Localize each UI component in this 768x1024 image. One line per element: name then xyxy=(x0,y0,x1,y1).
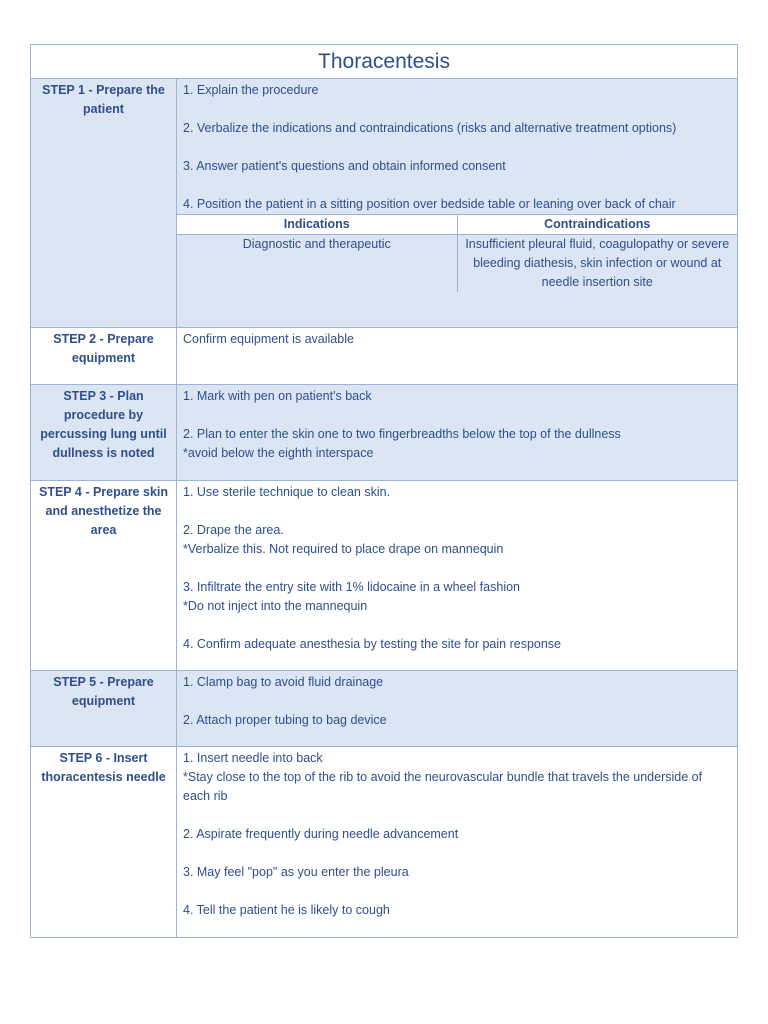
step-label: STEP 1 - Prepare the patient xyxy=(31,79,177,328)
page-title: Thoracentesis xyxy=(31,45,738,79)
step-content xyxy=(177,481,738,671)
step-item: 3. May feel "pop" as you enter the pleura xyxy=(183,865,409,879)
step-label: STEP 3 - Plan procedure by percussing lung until dullness is noted xyxy=(31,385,177,481)
step-item: 4. Position the patient in a sitting position over bedside table or leaning over back of chair xyxy=(183,197,676,211)
step-label: STEP 5 - Prepare equipment xyxy=(31,671,177,747)
step-row-6 xyxy=(31,747,738,938)
step-item: 3. Answer patient's questions and obtain informed consent xyxy=(183,159,506,173)
step-label: STEP 6 - Insert thoracentesis needle xyxy=(31,747,177,938)
step-item: 4. Tell the patient he is likely to cough xyxy=(183,903,390,917)
step-content xyxy=(177,671,738,747)
step-content xyxy=(177,79,738,328)
document xyxy=(30,44,737,938)
step-content xyxy=(177,385,738,481)
step-label: STEP 4 - Prepare skin and anesthetize the area xyxy=(31,481,177,671)
contraindications-header: Contraindications xyxy=(457,215,737,235)
procedure-table xyxy=(30,44,738,938)
step-content xyxy=(177,328,738,385)
step-row-1 xyxy=(31,79,738,328)
step-label: STEP 2 - Prepare equipment xyxy=(31,328,177,385)
step-item: 1. Use sterile technique to clean skin. xyxy=(183,485,391,499)
step-item: 2. Verbalize the indications and contraindications (risks and alternative treatment options) xyxy=(183,121,677,135)
indications-value: Diagnostic and therapeutic xyxy=(177,235,457,293)
step-item: 1. Explain the procedure xyxy=(183,83,319,97)
indications-table xyxy=(177,214,737,292)
step-content xyxy=(177,747,738,938)
step-row-5 xyxy=(31,671,738,747)
step-row-3 xyxy=(31,385,738,481)
step-item: Confirm equipment is available xyxy=(183,332,354,346)
step-item: 2. Plan to enter the skin one to two fingerbreadths below the top of the dullness *avoid below the eighth interspace xyxy=(183,427,621,460)
step-item: 2. Aspirate frequently during needle advancement xyxy=(183,827,459,841)
contraindications-value: Insufficient pleural fluid, coagulopathy or severe bleeding diathesis, skin infection or wound at needle insertion site xyxy=(457,235,737,293)
step-item: 3. Infiltrate the entry site with 1% lidocaine in a wheel fashion *Do not inject into the mannequin xyxy=(183,580,520,613)
step-item: 2. Drape the area. *Verbalize this. Not required to place drape on mannequin xyxy=(183,523,504,556)
step-item: 1. Clamp bag to avoid fluid drainage xyxy=(183,675,384,689)
step-item: 1. Insert needle into back *Stay close to the top of the rib to avoid the neurovascular bundle that travels the underside of each rib xyxy=(183,751,703,803)
step-item: 2. Attach proper tubing to bag device xyxy=(183,713,387,727)
step-row-2 xyxy=(31,328,738,385)
step-item: 4. Confirm adequate anesthesia by testing the site for pain response xyxy=(183,637,562,651)
indications-header: Indications xyxy=(177,215,457,235)
step-row-4 xyxy=(31,481,738,671)
step-item: 1. Mark with pen on patient's back xyxy=(183,389,372,403)
